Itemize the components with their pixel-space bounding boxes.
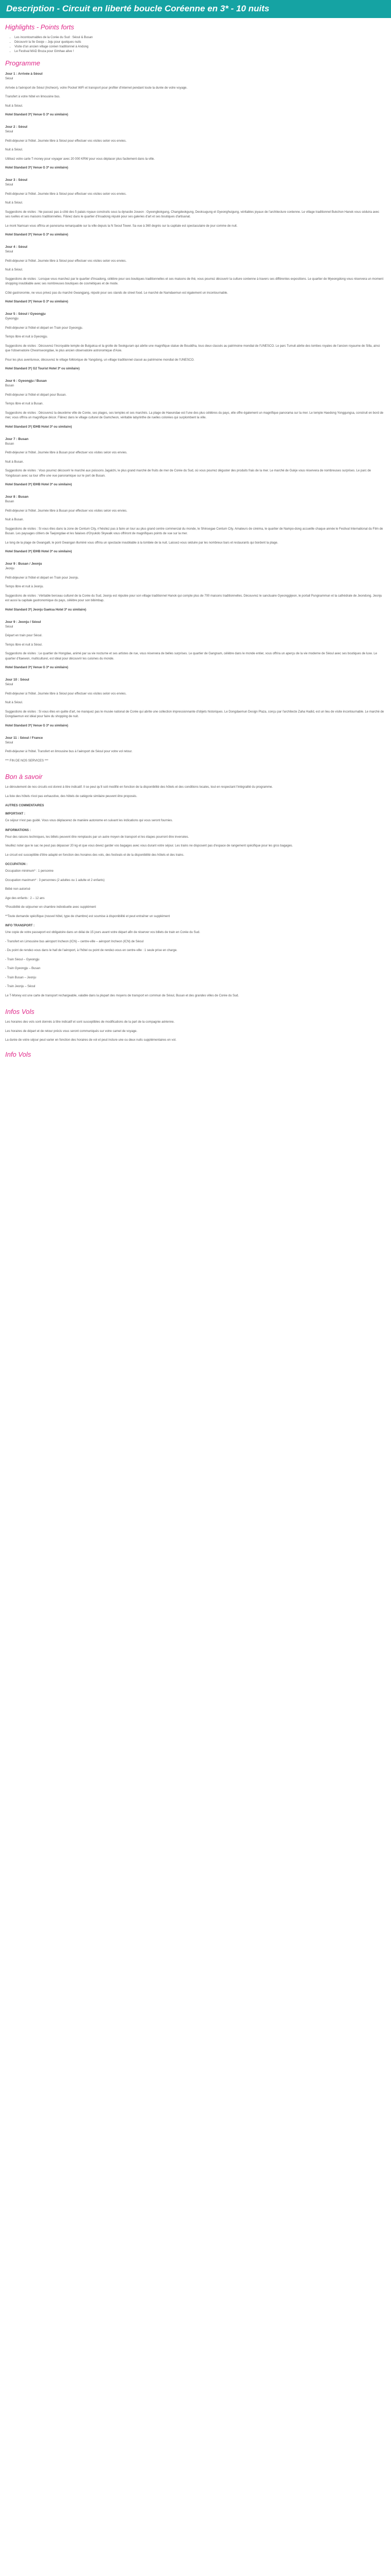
hotel-line: Hotel Standard 3*( IDHB Hotel 3* ou similaire) <box>5 483 72 486</box>
transport-paragraph: - Train Busan – Jeonju <box>5 976 37 979</box>
day-paragraph: Petit-déjeuner à l'hôtel. Journée libre à Séoul pour effectuer vos visites selon vos envies. <box>5 259 127 263</box>
day-paragraph: Nuit à Séoul. <box>5 268 23 272</box>
day-block <box>5 125 385 171</box>
hotel-line: Hotel Standard 3*( G2 Tourist Hotel 3* ou similaire) <box>5 367 80 370</box>
highlight-item: • Découvrir la île Geoje – Jeju pour quelques nuits <box>14 40 385 45</box>
day-paragraph: Côté gastronomie, ne vous privez pas du marché Gwangjang, réputé pour ses stands de street food. Le marché de Namdaemun est également un incontournable. <box>5 291 228 295</box>
day-block <box>5 495 385 554</box>
day-block <box>5 562 385 613</box>
hotel-line: Hotel Standard 3*( Venue G 3* ou similaire) <box>5 233 69 236</box>
important-label: IMPORTANT : <box>5 812 25 816</box>
day-paragraph: Séoul <box>5 183 13 187</box>
hotel-line: Hotel Standard 3*( Jeonju Gaeksa Hotel 3* ou similaire) <box>5 608 87 612</box>
important-text: Ce séjour n'est pas guidé. Vous vous déplacerez de manière autonome en suivant les indications qui vous seront fournies. <box>5 819 173 822</box>
day-paragraph: Suggestions de visites : Découvrez la deuxième ville de Corée, ses plages, ses temples et ses marchés. La plage de Haeundae est l'une des plus célèbres du pays, elle offre également un magnifique panorama sur la mer. Le temple Haedong Yonggungsa, construit en bord de mer, vous offrira un magnifique décor. Flânez dans le village culturel de Gamcheon, véritable labyrinthe de ruelles colorées qui surplombent la ville. <box>5 411 384 419</box>
day-paragraph: Séoul <box>5 130 13 133</box>
transport-paragraph: - Transfert en Limousine bus aéroport Incheon (ICN) – centre-ville – aéroport Incheon (ICN) de Séoul <box>5 940 144 943</box>
day-title: Jour 8 : Busan <box>5 495 29 499</box>
bon-paragraph: La liste des hôtels n'est pas exhaustive, des hôtels de catégorie similaire peuvent être proposés. <box>5 794 137 798</box>
day-paragraph: Nuit à Séoul. <box>5 701 23 704</box>
programme-heading: Programme <box>5 59 40 67</box>
day-paragraph: Suggestions de visites : Lorsque vous marchez par le quartier d'Insadong, célèbre pour ses boutiques traditionnelles et ses maisons de thé, vous pourrez découvrir la culture coréenne à travers ses différentes expositions. Le quartier de Myeongdong vous réservera un moment shopping inoubliable avec ses nombreuses boutiques de cosmétiques et de mode. <box>5 277 384 285</box>
day-paragraph: Nuit à Busan. <box>5 460 24 464</box>
transport-label: INFO TRANSPORT : <box>5 924 35 927</box>
day-paragraph: Le mont Namsan vous offrira un panorama remarquable sur la ville depuis la N Seoul Tower. Sa vue à 360 degrés sur la capitale est spectaculaire de jour comme de nuit. <box>5 224 238 228</box>
occupation-line: Bébé non autorisé <box>5 888 30 891</box>
day-title: Jour 1 : Arrivée à Séoul <box>5 72 43 76</box>
vols-paragraph: Les horaires de départ et de retour précis vous seront communiqués sur votre carnet de voyage. <box>5 1029 138 1033</box>
day-paragraph: Nuit à Séoul. <box>5 104 23 108</box>
day-block <box>5 379 385 430</box>
day-paragraph: Temps libre et nuit à Busan. <box>5 402 44 405</box>
occupation-line: Occupation minimum* : 1 personne <box>5 870 54 873</box>
day-paragraph: Petit-déjeuner à l'hôtel. Transfert en limousine bus à l'aéroport de Séoul pour votre vol retour. <box>5 750 133 753</box>
day-paragraph: Le long de la plage de Gwangalli, le pont Gwangan illuminé vous offrira un spectacle inoubliable à la tombée de la nuit. Laissez-vous séduire par les nombreux bars et restaurants qui bordent la plage. <box>5 541 279 545</box>
occupation-line: *Possibilité de séjourner en chambre individuelle avec supplément <box>5 906 96 909</box>
day-paragraph: Petit-déjeuner à l'hôtel et départ en Train pour Jeonju. <box>5 576 79 580</box>
day-paragraph: Suggestions de visites : Si vous êtes en quête d'art, ne manquez pas le musée national de Corée qui abrite une collection impressionnante d'objets historiques. Le Dongdaemun Design Plaza, conçu par l'architecte Zaha Hadid, est un lieu de visite incontournable. Le marché de Dongdaemun est idéal pour faire du shopping de nuit. <box>5 710 384 718</box>
day-paragraph: Séoul <box>5 683 13 686</box>
info-vols-heading: Infos Vols <box>5 1008 35 1015</box>
day-paragraph: Busan <box>5 442 14 446</box>
day-paragraph: Nuit à Séoul. <box>5 201 23 205</box>
day-paragraph: Séoul <box>5 250 13 253</box>
day-paragraph: Petit-déjeuner à l'hôtel et départ pour Busan. <box>5 393 67 397</box>
hotel-line: Hotel Standard 3*( Venue G 3* ou similaire) <box>5 166 69 170</box>
day-paragraph: Arrivée à l'aéroport de Séoul (Incheon), votre Pocket WiFi et transport pour profiter d'internet pendant toute la durée de votre voyage. <box>5 86 188 90</box>
programme-days <box>5 72 385 764</box>
day-paragraph: Gyeongju <box>5 317 19 320</box>
day-paragraph: Pour les plus aventureux, découvrez le village folklorique de Yangdong, un village traditionnel classé au patrimoine mondial de l'UNESCO. <box>5 358 194 362</box>
day-block <box>5 312 385 371</box>
informations-label: INFORMATIONS : <box>5 828 31 832</box>
vols-paragraph: La durée de votre séjour peut varier en fonction des horaires de vol et peut inclure une ou deux nuits supplémentaires en vol. <box>5 1039 176 1042</box>
day-paragraph: Suggestions de visites : Le quartier de Hongdae, animé par sa vie nocturne et ses artistes de rue, vous réservera de belles surprises. Le quartier de Gangnam, célèbre dans le monde entier, vous offrira un aperçu de la vie moderne de Séoul avec ses boutiques de luxe. Le quartier d'Itaewon, multiculturel, est idéal pour découvrir les cuisines du monde. <box>5 652 377 660</box>
day-title: Jour 9 : Jeonju / Séoul <box>5 620 41 624</box>
vols-paragraph: Les horaires des vols sont donnés à titre indicatif et sont susceptibles de modifications de la part de la compagnie aérienne. <box>5 1021 175 1024</box>
highlight-item: • Visite d'un ancien village coréen traditionnel à Andong <box>14 45 385 49</box>
day-paragraph: Départ en train pour Séoul. <box>5 634 43 637</box>
day-paragraph: Utilisez votre carte T-money pour voyager avec 20 000 KRW pour vous déplacer plus facilement dans la ville. <box>5 157 155 161</box>
occupation-line: Age des enfants : 2 – 12 ans <box>5 896 45 900</box>
highlights-heading: Highlights - Points forts <box>5 23 74 31</box>
day-paragraph: Séoul <box>5 625 13 629</box>
highlights-list <box>5 36 385 54</box>
day-paragraph: Temps libre et nuit à Gyeongju. <box>5 335 48 338</box>
main-content <box>0 23 391 1059</box>
info-paragraph: Pour des raisons techniques, les billets peuvent être remplacés par un autre moyen de transport et les étapes pourront être inversées. <box>5 835 189 839</box>
bon-paragraph: Le déroulement de nos circuits est donné à titre indicatif. Il se peut qu'il soit modifié en fonction de la disponibilité des hôtels et des conditions locales, tout en respectant l'intégralité du programme. <box>5 786 273 789</box>
day-paragraph: Petit-déjeuner à l'hôtel et départ en Train pour Gyeongju. <box>5 326 83 330</box>
day-title: Jour 6 : Gyeongju / Busan <box>5 379 47 383</box>
day-title: Jour 2 : Séoul <box>5 125 27 129</box>
info-vols-section <box>5 1020 385 1043</box>
transport-paragraph: Une copie de votre passeport est obligatoire dans un délai de 15 jours avant votre départ afin de réserver vos billets de train en Corée du Sud. <box>5 931 200 934</box>
day-title: Jour 11 : Séoul / France <box>5 736 43 740</box>
transport-paragraph: - Train Séoul – Gyeongju <box>5 958 40 961</box>
day-block <box>5 437 385 488</box>
day-paragraph: Temps libre et nuit à Jeonju. <box>5 585 44 588</box>
hotel-line: Hotel Standard 3*( Venue G 3* ou similaire) <box>5 113 69 116</box>
occupation-line: Occupation maximum* : 3 personnes (2 adultes ou 1 adulte et 2 enfants) <box>5 878 105 882</box>
occupation-label: OCCUPATION : <box>5 863 28 866</box>
hotel-line: Hotel Standard 3*( IDHB Hotel 3* ou similaire) <box>5 550 72 553</box>
bon-savoir-section <box>5 785 385 998</box>
day-paragraph: Busan <box>5 500 14 503</box>
day-paragraph: Petit-déjeuner à l'hôtel. Journée libre à Busan pour effectuer vos visites selon vos envies. <box>5 509 127 513</box>
info-vols-bottom-heading: Info Vols <box>5 1050 31 1058</box>
hotel-line: Hotel Standard 3*( Venue G 3* ou similaire) <box>5 666 69 669</box>
day-paragraph: Temps libre et nuit à Séoul. <box>5 643 43 647</box>
transport-paragraph: Le T-Money est une carte de transport rechargeable, valable dans la plupart des moyens de transport en commun de Séoul, Busan et des grandes villes de Corée du Sud. <box>5 994 239 997</box>
day-paragraph: Transfert à votre hôtel en limousine bus. <box>5 95 60 98</box>
day-paragraph: Petit-déjeuner à l'hôtel. Journée libre à Busan pour effectuer vos visites selon vos envies. <box>5 451 127 454</box>
info-paragraph: Le circuit est susceptible d'être adapté en fonction des horaires des vols, des festivals et de la disponibilité des hôtels et des trains. <box>5 853 185 857</box>
info-paragraph: Veuillez noter que le sac ne peut pas dépasser 20 kg et que vous devez garder vos bagages avec vous durant votre séjour. Les trains ne disposent pas d'espace de rangement spécifique pour les gros bagages. <box>5 844 293 848</box>
day-title: Jour 7 : Busan <box>5 437 29 441</box>
day-paragraph: Petit-déjeuner à l'hôtel. Journée libre à Séoul pour effectuer vos visites selon vos envies. <box>5 692 127 696</box>
highlight-item: • Les incontournables de la Corée du Sud : Séoul & Busan <box>14 36 385 40</box>
day-paragraph: Nuit à Séoul. <box>5 148 23 151</box>
bon-savoir-heading: Bon à savoir <box>5 773 43 781</box>
day-paragraph: Suggestions de visites : Ne passez pas à côté des 5 palais royaux construits sous la dynastie Joseon : Gyeongbokgung, Changdeokgung, Deoksugung et Gyeonghuigung, véritables joyaux de l'architecture coréenne. Le village traditionnel Bukchon Hanok vous séduira avec ses ruelles et ses maisons traditionnelles. Flânez dans le quartier d'Insadong réputé pour ses galeries d'art et ses boutiques d'artisanat. <box>5 210 380 218</box>
day-block <box>5 620 385 671</box>
day-paragraph: Suggestions de visites : Découvrez l'incroyable temple de Bulguksa et la grotte de Seokguram qui abrite une magnifique statue de Bouddha, tous deux classés au patrimoine mondial de l'UNESCO. Le parc Tumuli abrite des tombes royales de l'ancien royaume de Silla, ainsi que l'observatoire Cheomseongdae, le plus ancien observatoire astronomique d'Asie. <box>5 344 380 352</box>
occupation-line: **Toute demande spécifique (nouvel hôtel, type de chambre) est soumise à disponibilité et peut entraîner un supplément <box>5 914 170 918</box>
day-paragraph: Suggestions de visites : Si vous êtes dans la zone de Centum City, n'hésitez pas à faire un tour au plus grand centre commercial du monde, le Shinsegae Centum City. Amateurs de cinéma, le quartier de Nampo-dong accueille chaque année le Festival International du Film de Busan. Les paysages côtiers de Taejongdae et les falaises d'Oryukdo Skywalk vous offriront de magnifiques points de vue sur la mer. <box>5 527 383 535</box>
day-paragraph: Suggestions de visites : Véritable berceau culturel de la Corée du Sud, Jeonju est réputée pour son village traditionnel Hanok qui compte plus de 700 maisons traditionnelles. Découvrez le sanctuaire Gyeonggijeon, le portail Pungnammun et la cathédrale de Jeondong. Jeonju est aussi la capitale gastronomique du pays, célèbre pour son bibimbap. <box>5 594 382 602</box>
day-block <box>5 72 385 117</box>
page-title: Description - Circuit en liberté boucle Coréenne en 3* - 10 nuits <box>0 0 391 18</box>
day-paragraph: Séoul <box>5 741 13 744</box>
day-paragraph: Nuit à Busan. <box>5 518 24 521</box>
day-title: Jour 3 : Séoul <box>5 178 27 182</box>
day-block <box>5 245 385 304</box>
transport-paragraph: - Du point de rendez-vous dans le hall de l'aéroport, à l'hôtel ou point de rendez-vous en centre-ville : 1 seule prise en charge. <box>5 949 177 952</box>
day-paragraph: Jeonju <box>5 567 14 570</box>
day-paragraph: Suggestions de visites : Vous pourrez découvrir le marché aux poissons Jagalchi, le plus grand marché de fruits de mer de Corée du Sud, où vous pourrez déguster des produits frais de la mer. Le marché de Gukje vous réservera de nombreuses surprises. Le parc de Yongdusan avec sa tour offre une vue panoramique sur le port de Busan. <box>5 469 371 478</box>
day-paragraph: Busan <box>5 384 14 387</box>
day-title: Jour 5 : Séoul / Gyeongju <box>5 312 46 316</box>
hotel-line: Hotel Standard 3*( Venue G 3* ou similaire) <box>5 724 69 727</box>
hotel-line: Hotel Standard 3*( Venue G 3* ou similaire) <box>5 300 69 303</box>
day-title: Jour 10 : Séoul <box>5 678 29 682</box>
transport-paragraph: - Train Jeonju – Séoul <box>5 985 36 988</box>
hotel-line: Hotel Standard 3*( IDHB Hotel 3* ou similaire) <box>5 425 72 429</box>
highlight-item: • Le Festival MAD Bruza pour Gimhae alive ! <box>14 49 385 54</box>
transport-paragraph: - Train Gyeongju – Busan <box>5 967 41 970</box>
day-paragraph: Séoul <box>5 77 13 80</box>
day-title: Jour 9 : Busan / Jeonju <box>5 562 42 566</box>
day-block <box>5 677 385 728</box>
autres-label: AUTRES COMMENTAIRES <box>5 804 44 807</box>
day-paragraph: *** FIN DE NOS SERVICES *** <box>5 759 48 762</box>
day-paragraph: Petit-déjeuner à l'hôtel. Journée libre à Séoul pour effectuer vos visites selon vos envies. <box>5 139 127 143</box>
day-title: Jour 4 : Séoul <box>5 245 27 249</box>
day-block <box>5 736 385 764</box>
day-paragraph: Petit-déjeuner à l'hôtel. Journée libre à Séoul pour effectuer vos visites selon vos envies. <box>5 192 127 196</box>
day-block <box>5 178 385 238</box>
